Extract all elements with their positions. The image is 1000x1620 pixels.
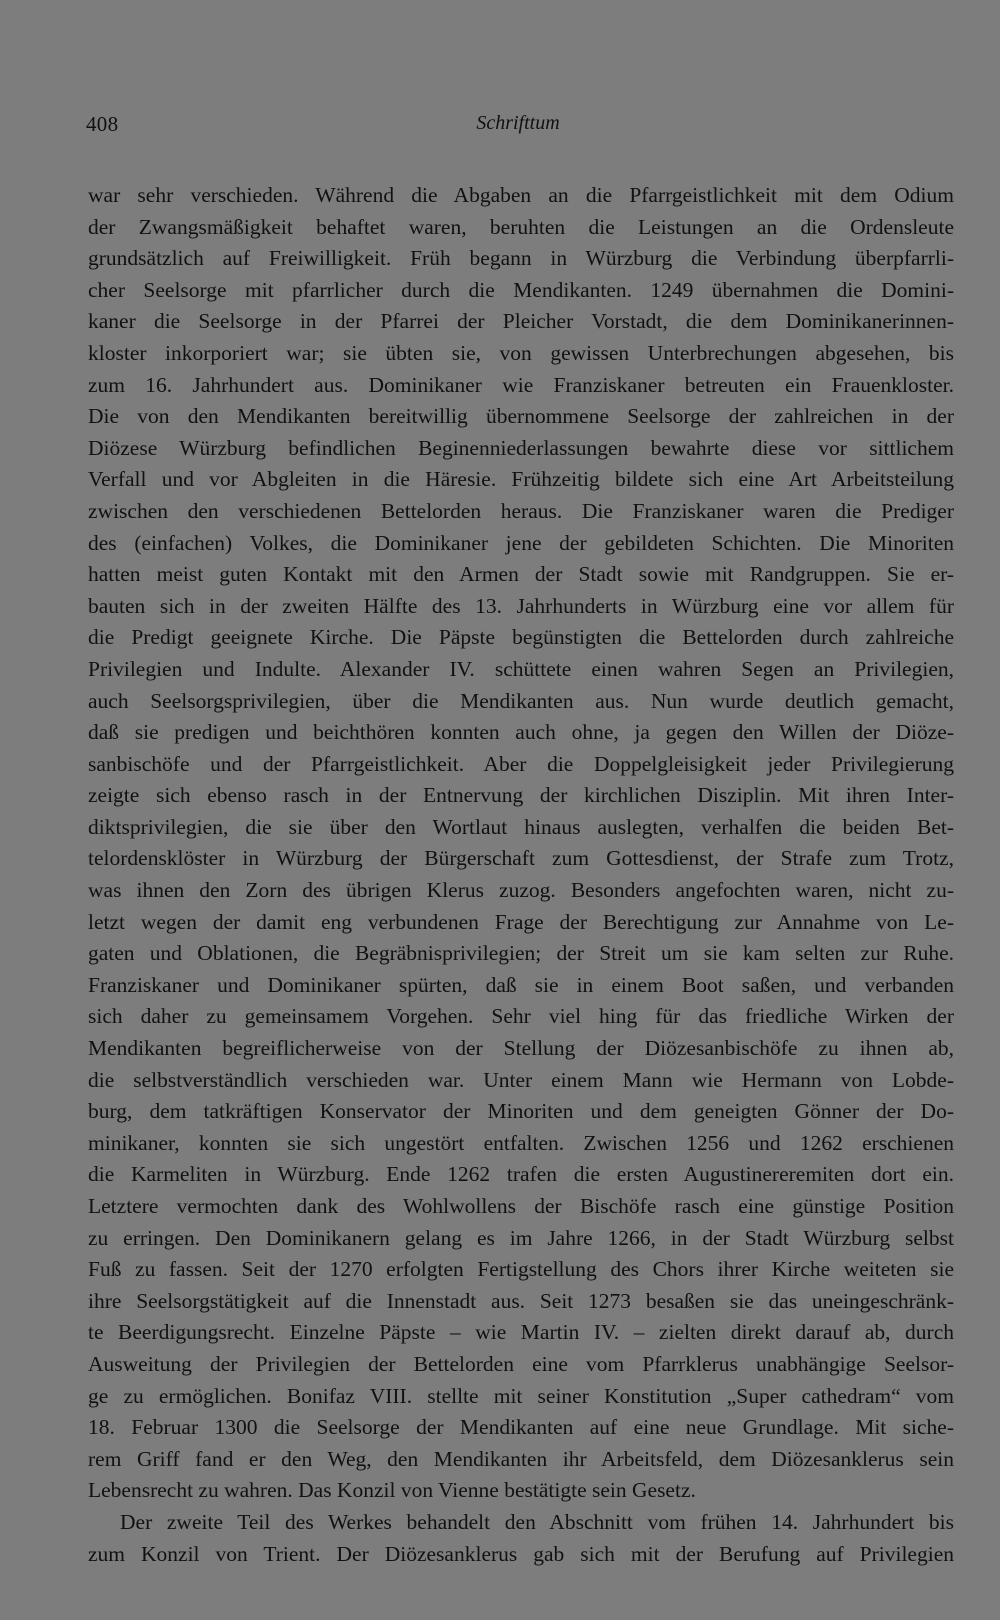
- text-line: Franziskaner und Dominikaner spürten, daß sie in einem Boot saßen, und verbanden: [88, 972, 954, 997]
- text-line: zu erringen. Den Dominikanern gelang es im Jahre 1266, in der Stadt Würzburg selbst: [88, 1225, 954, 1250]
- text-line: ge zu ermöglichen. Bonifaz VIII. stellte mit seiner Konstitution „Super cathedram“ vom: [88, 1383, 954, 1408]
- text-line: die selbstverständlich verschieden war. Unter einem Mann wie Hermann von Lobde-: [88, 1067, 954, 1092]
- text-line: cher Seelsorge mit pfarrlicher durch die Mendikanten. 1249 übernahmen die Domini-: [88, 277, 954, 302]
- text-line: rem Griff fand er den Weg, den Mendikanten ihr Arbeitsfeld, dem Diözesanklerus sein: [88, 1446, 954, 1471]
- text-line: Ausweitung der Privilegien der Bettelorden eine vom Pfarrklerus unabhängige Seelsor-: [88, 1351, 954, 1376]
- text-line: hatten meist guten Kontakt mit den Armen der Stadt sowie mit Randgruppen. Sie er-: [88, 562, 954, 587]
- text-line: 18. Februar 1300 die Seelsorge der Mendikanten auf eine neue Grundlage. Mit siche-: [88, 1415, 954, 1440]
- text-line: Letztere vermochten dank des Wohlwollens der Bischöfe rasch eine günstige Position: [88, 1194, 954, 1218]
- text-line: te Beerdigungsrecht. Einzelne Päpste – wie Martin IV. – zielten direkt darauf ab, durch: [88, 1320, 954, 1345]
- text-line: burg, dem tatkräftigen Konservator der Minoriten und dem geneigten Gönner der Do-: [88, 1099, 954, 1124]
- text-line: daß sie predigen und beichthören konnten auch ohne, ja gegen den Willen der Diöze-: [88, 720, 954, 745]
- text-line: minikaner, konnten sie sich ungestört entfalten. Zwischen 1256 und 1262 erschienen: [88, 1130, 954, 1155]
- text-line: zum 16. Jahrhundert aus. Dominikaner wie Franziskaner betreuten ein Frauenkloster.: [88, 372, 954, 397]
- text-line: der Zwangsmäßigkeit behaftet waren, beruhten die Leistungen an die Ordensleute: [88, 214, 954, 239]
- text-line: kaner die Seelsorge in der Pfarrei der Pleicher Vorstadt, die dem Dominikanerinnen-: [88, 309, 954, 334]
- text-line: die Karmeliten in Würzburg. Ende 1262 trafen die ersten Augustinereremiten dort ein.: [88, 1162, 954, 1187]
- text-line: zwischen den verschiedenen Bettelorden heraus. Die Franziskaner waren die Prediger: [88, 498, 954, 523]
- text-line: gaten und Oblationen, die Begräbnisprivilegien; der Streit um sie kam selten zur Ruhe.: [88, 941, 954, 966]
- text-line: sich daher zu gemeinsamem Vorgehen. Sehr viel hing für das friedliche Wirken der: [88, 1004, 954, 1029]
- text-line: kloster inkorporiert war; sie übten sie, von gewissen Unterbrechungen abgesehen, bis: [88, 340, 954, 365]
- text-line: auch Seelsorgsprivilegien, über die Mendikanten aus. Nun wurde deutlich gemacht,: [88, 688, 954, 713]
- text-line: Diözese Würzburg befindlichen Beginenniederlassungen bewahrte diese vor sittlichem: [88, 435, 954, 460]
- text-line: Mendikanten begreiflicherweise von der Stellung der Diözesanbischöfe zu ihnen ab,: [88, 1036, 954, 1061]
- text-line: Der zweite Teil des Werkes behandelt den Abschnitt vom frühen 14. Jahrhundert bis: [120, 1509, 954, 1534]
- text-line: Fuß zu fassen. Seit der 1270 erfolgten Fertigstellung des Chors ihrer Kirche weiteten sie: [88, 1257, 954, 1282]
- text-line: Die von den Mendikanten bereitwillig übernommene Seelsorge der zahlreichen in der: [88, 404, 954, 429]
- text-line: telordensklöster in Würzburg der Bürgerschaft zum Gottesdienst, der Strafe zum Trotz,: [88, 846, 954, 871]
- body-text: [88, 180, 954, 1570]
- text-line: ihre Seelsorgstätigkeit auf die Innenstadt aus. Seit 1273 besaßen sie das uneingeschränk-: [88, 1288, 954, 1313]
- text-line: zum Konzil von Trient. Der Diözesanklerus gab sich mit der Berufung auf Privilegien: [88, 1541, 954, 1566]
- page-header: [86, 112, 950, 142]
- text-line: Privilegien und Indulte. Alexander IV. schüttete einen wahren Segen an Privilegien,: [88, 656, 954, 681]
- text-line: die Predigt geeignete Kirche. Die Päpste begünstigten die Bettelorden durch zahlreiche: [88, 625, 954, 650]
- text-line: zeigte sich ebenso rasch in der Entnervung der kirchlichen Disziplin. Mit ihren Inter-: [88, 783, 954, 808]
- text-line: war sehr verschieden. Während die Abgaben an die Pfarrgeistlichkeit mit dem Odium: [88, 183, 954, 207]
- running-title: Schrifttum: [476, 112, 560, 134]
- text-line: grundsätzlich auf Freiwilligkeit. Früh begann in Würzburg die Verbindung überpfarrli-: [88, 246, 954, 271]
- text-line: Lebensrecht zu wahren. Das Konzil von Vienne bestätigte sein Gesetz.: [88, 1478, 696, 1503]
- text-line: Verfall und vor Abgleiten in die Häresie. Frühzeitig bildete sich eine Art Arbeitsteilung: [88, 467, 954, 492]
- text-line: letzt wegen der damit eng verbundenen Frage der Berechtigung zur Annahme von Le-: [88, 909, 954, 934]
- page-number: 408: [86, 112, 119, 136]
- text-line: sanbischöfe und der Pfarrgeistlichkeit. Aber die Doppelgleisigkeit jeder Privilegierung: [88, 751, 954, 776]
- text-line: bauten sich in der zweiten Hälfte des 13. Jahrhunderts in Würzburg eine vor allem für: [88, 593, 954, 618]
- text-line: des (einfachen) Volkes, die Dominikaner jene der gebildeten Schichten. Die Minoriten: [88, 530, 954, 555]
- text-line: diktsprivilegien, die sie über den Wortlaut hinaus auslegten, verhalfen die beiden Bet-: [88, 814, 954, 839]
- text-line: was ihnen den Zorn des übrigen Klerus zuzog. Besonders angefochten waren, nicht zu-: [88, 878, 954, 903]
